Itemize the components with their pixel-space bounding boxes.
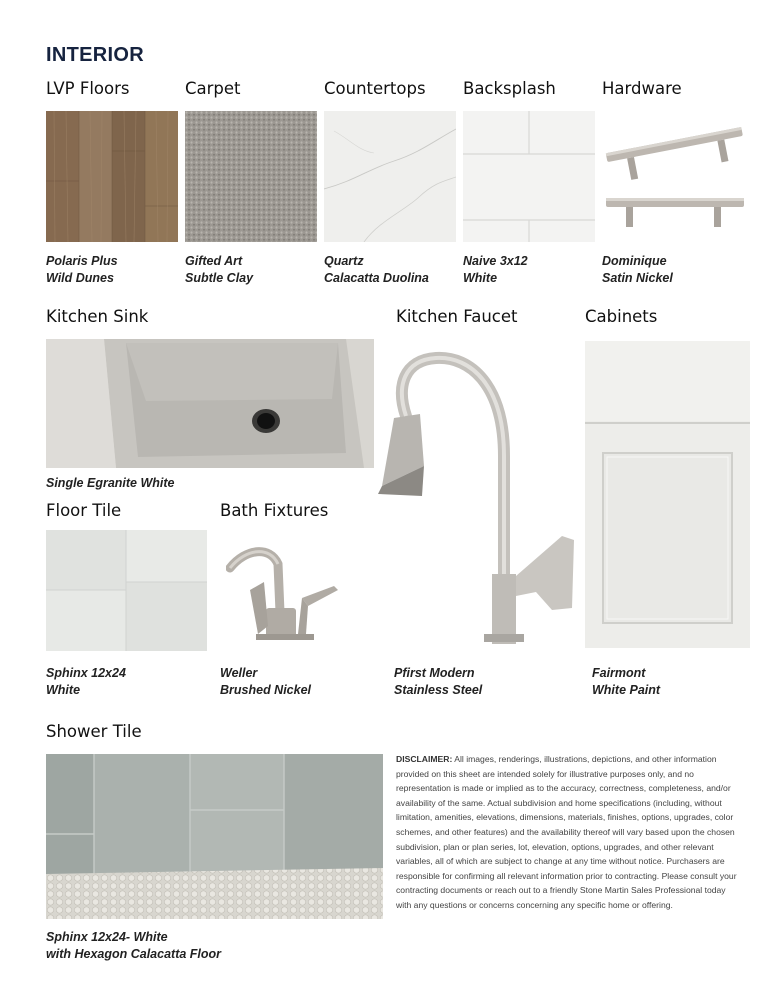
- disclaimer-label: DISCLAIMER:: [396, 754, 453, 764]
- carpet-color: Subtle Clay: [185, 271, 254, 285]
- hardware-heading: Hardware: [602, 79, 682, 98]
- kitchen-faucet-finish: Stainless Steel: [394, 683, 483, 697]
- backsplash-caption: [463, 253, 528, 287]
- floor-tile-color: White: [46, 683, 81, 697]
- bath-fixtures-caption: [220, 665, 311, 699]
- cabinets-product: Fairmont: [592, 666, 646, 680]
- bath-fixtures-image: [226, 542, 344, 642]
- floor-tile-swatch: [46, 530, 207, 651]
- lvp-floors-color: Wild Dunes: [46, 271, 114, 285]
- lvp-floors-heading: LVP Floors: [46, 79, 130, 98]
- floor-tile-caption: [46, 665, 126, 699]
- carpet-swatch: [185, 111, 317, 242]
- bath-fixtures-finish: Brushed Nickel: [220, 683, 312, 697]
- countertops-heading: Countertops: [324, 79, 426, 98]
- kitchen-sink-product: Single Egranite White: [46, 476, 175, 490]
- shower-tile-heading: Shower Tile: [46, 722, 142, 741]
- floor-tile-heading: Floor Tile: [46, 501, 122, 520]
- shower-tile-caption: [46, 929, 221, 963]
- cabinets-image: [585, 341, 750, 648]
- kitchen-faucet-image: [376, 346, 576, 644]
- lvp-floors-product: Polaris Plus: [46, 254, 118, 268]
- bath-fixtures-heading: Bath Fixtures: [220, 501, 329, 520]
- kitchen-faucet-heading: Kitchen Faucet: [396, 307, 518, 326]
- shower-tile-product: Sphinx 12x24- White: [46, 930, 168, 944]
- cabinets-caption: [592, 665, 660, 699]
- backsplash-swatch: [463, 111, 595, 242]
- carpet-caption: [185, 253, 253, 287]
- disclaimer-text: All images, renderings, illustrations, depictions, and other information provided on this sheet are intended solely for illustrative purposes only, and no representation is made or implied as to the accuracy, correctness, completeness, and/or availability of the same. Actual subdivision and home specifications (including, without limitation, amenities, elevations, dimensions, materials, finishes, options, upgrades, color schemes, and other features) and the availability thereof will vary based upon the chosen subdivision, plan or plan series, lot, elevation, options, upgrades, and other relevant variables, all of which are subject to change at any time without notice. Purchasers are responsible for confirming all relevant information prior to contracting. Please consult your contracting documents or reach out to a friendly Stone Martin Sales Professional today with any questions or concerns concerning any specific home or offering.: [396, 754, 737, 910]
- hardware-finish: Satin Nickel: [602, 271, 673, 285]
- hardware-caption: [602, 253, 673, 287]
- countertops-product: Quartz: [324, 254, 364, 268]
- page-title: INTERIOR: [46, 44, 144, 66]
- kitchen-faucet-product: Pfirst Modern: [394, 666, 475, 680]
- kitchen-sink-caption: [46, 475, 175, 492]
- countertops-color: Calacatta Duolina: [324, 271, 429, 285]
- kitchen-sink-heading: Kitchen Sink: [46, 307, 149, 326]
- hardware-product: Dominique: [602, 254, 667, 268]
- backsplash-heading: Backsplash: [463, 79, 556, 98]
- backsplash-product: Naive 3x12: [463, 254, 528, 268]
- disclaimer: [396, 752, 738, 913]
- floor-tile-product: Sphinx 12x24: [46, 666, 126, 680]
- countertops-caption: [324, 253, 429, 287]
- kitchen-faucet-caption: [394, 665, 482, 699]
- shower-tile-floor: with Hexagon Calacatta Floor: [46, 947, 222, 961]
- shower-tile-image: [46, 754, 383, 919]
- lvp-floors-caption: [46, 253, 118, 287]
- cabinets-finish: White Paint: [592, 683, 661, 697]
- lvp-floor-swatch: [46, 111, 178, 242]
- countertops-swatch: [324, 111, 456, 242]
- carpet-product: Gifted Art: [185, 254, 243, 268]
- cabinets-heading: Cabinets: [585, 307, 658, 326]
- bath-fixtures-product: Weller: [220, 666, 258, 680]
- backsplash-color: White: [463, 271, 498, 285]
- carpet-heading: Carpet: [185, 79, 241, 98]
- kitchen-sink-image: [46, 339, 374, 468]
- hardware-pull-image: [602, 118, 748, 238]
